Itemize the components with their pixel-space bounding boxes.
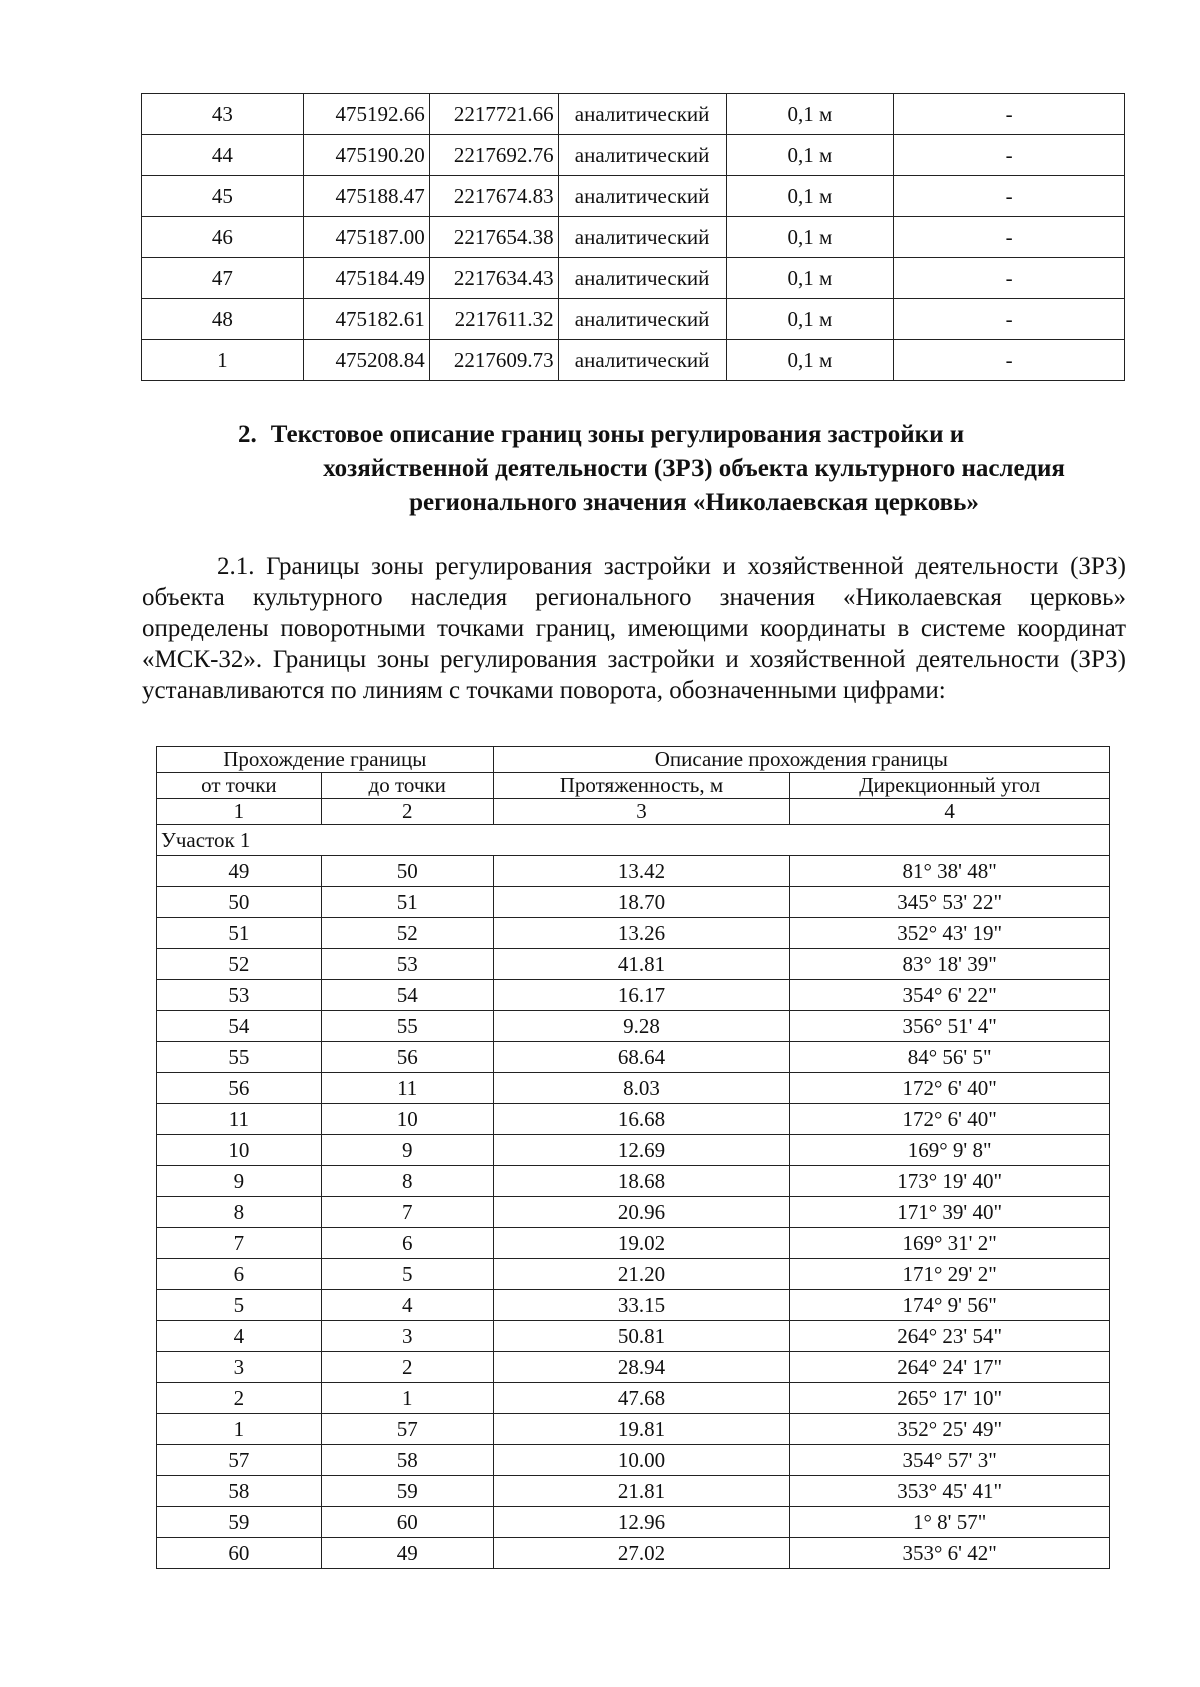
coord-y: 2217692.76 <box>429 135 558 176</box>
table-row <box>157 1228 1110 1259</box>
group-header-row <box>157 747 1110 773</box>
table-row <box>157 1507 1110 1538</box>
accuracy: 0,1 м <box>726 135 894 176</box>
col-number: 4 <box>790 799 1110 825</box>
coord-y: 2217674.83 <box>429 176 558 217</box>
from-point: 57 <box>157 1445 322 1476</box>
coordinates-table <box>141 93 1125 381</box>
note: - <box>894 340 1125 381</box>
table-row <box>157 980 1110 1011</box>
to-point: 8 <box>321 1166 493 1197</box>
table-row <box>157 1135 1110 1166</box>
direction-angle: 172° 6' 40" <box>790 1073 1110 1104</box>
method: аналитический <box>558 299 726 340</box>
table-row <box>157 1104 1110 1135</box>
table-row <box>157 1445 1110 1476</box>
table-row <box>142 135 1125 176</box>
to-point: 7 <box>321 1197 493 1228</box>
length: 10.00 <box>493 1445 790 1476</box>
col-header-angle: Дирекционный угол <box>790 773 1110 799</box>
from-point: 55 <box>157 1042 322 1073</box>
note: - <box>894 217 1125 258</box>
from-point: 53 <box>157 980 322 1011</box>
to-point: 57 <box>321 1414 493 1445</box>
table-row <box>142 94 1125 135</box>
point-number: 44 <box>142 135 304 176</box>
length: 16.68 <box>493 1104 790 1135</box>
direction-angle: 83° 18' 39" <box>790 949 1110 980</box>
col-header-length: Протяженность, м <box>493 773 790 799</box>
length: 41.81 <box>493 949 790 980</box>
heading-line-3: регионального значения «Николаевская церковь» <box>409 489 979 516</box>
direction-angle: 354° 57' 3" <box>790 1445 1110 1476</box>
from-point: 5 <box>157 1290 322 1321</box>
heading-line-1: Текстовое описание границ зоны регулирования застройки и <box>270 421 965 448</box>
note: - <box>894 258 1125 299</box>
direction-angle: 353° 45' 41" <box>790 1476 1110 1507</box>
to-point: 1 <box>321 1383 493 1414</box>
heading-line-2: хозяйственной деятельности (ЗРЗ) объекта культурного наследия <box>323 455 1065 482</box>
coord-y: 2217634.43 <box>429 258 558 299</box>
to-point: 51 <box>321 887 493 918</box>
boundary-table-head <box>157 747 1110 825</box>
table-row <box>157 1383 1110 1414</box>
section-number: 2. <box>238 421 257 448</box>
to-point: 3 <box>321 1321 493 1352</box>
from-point: 49 <box>157 856 322 887</box>
point-number: 47 <box>142 258 304 299</box>
direction-angle: 171° 29' 2" <box>790 1259 1110 1290</box>
length: 27.02 <box>493 1538 790 1569</box>
table-row <box>157 1352 1110 1383</box>
from-point: 60 <box>157 1538 322 1569</box>
from-point: 3 <box>157 1352 322 1383</box>
boundary-table-body <box>157 825 1110 1569</box>
coordinates-table-body <box>142 94 1125 381</box>
method: аналитический <box>558 135 726 176</box>
direction-angle: 264° 24' 17" <box>790 1352 1110 1383</box>
to-point: 5 <box>321 1259 493 1290</box>
from-point: 4 <box>157 1321 322 1352</box>
col-number: 1 <box>157 799 322 825</box>
to-point: 9 <box>321 1135 493 1166</box>
note: - <box>894 135 1125 176</box>
to-point: 4 <box>321 1290 493 1321</box>
table-row <box>157 1321 1110 1352</box>
coord-x: 475182.61 <box>303 299 429 340</box>
point-number: 48 <box>142 299 304 340</box>
table-row <box>142 176 1125 217</box>
to-point: 49 <box>321 1538 493 1569</box>
coord-y: 2217611.32 <box>429 299 558 340</box>
to-point: 50 <box>321 856 493 887</box>
table-row <box>142 258 1125 299</box>
to-point: 2 <box>321 1352 493 1383</box>
table-row <box>142 340 1125 381</box>
group-header-description: Описание прохождения границы <box>493 747 1109 773</box>
direction-angle: 172° 6' 40" <box>790 1104 1110 1135</box>
to-point: 59 <box>321 1476 493 1507</box>
length: 13.42 <box>493 856 790 887</box>
to-point: 6 <box>321 1228 493 1259</box>
method: аналитический <box>558 258 726 299</box>
section-row <box>157 825 1110 856</box>
section-label: Участок 1 <box>157 825 1110 856</box>
direction-angle: 84° 56' 5" <box>790 1042 1110 1073</box>
to-point: 60 <box>321 1507 493 1538</box>
from-point: 52 <box>157 949 322 980</box>
accuracy: 0,1 м <box>726 176 894 217</box>
note: - <box>894 94 1125 135</box>
from-point: 6 <box>157 1259 322 1290</box>
from-point: 54 <box>157 1011 322 1042</box>
length: 20.96 <box>493 1197 790 1228</box>
length: 47.68 <box>493 1383 790 1414</box>
to-point: 10 <box>321 1104 493 1135</box>
table-row <box>157 1538 1110 1569</box>
length: 28.94 <box>493 1352 790 1383</box>
from-point: 9 <box>157 1166 322 1197</box>
point-number: 43 <box>142 94 304 135</box>
accuracy: 0,1 м <box>726 94 894 135</box>
direction-angle: 169° 31' 2" <box>790 1228 1110 1259</box>
from-point: 10 <box>157 1135 322 1166</box>
note: - <box>894 176 1125 217</box>
coord-x: 475192.66 <box>303 94 429 135</box>
direction-angle: 174° 9' 56" <box>790 1290 1110 1321</box>
column-number-row <box>157 799 1110 825</box>
accuracy: 0,1 м <box>726 217 894 258</box>
to-point: 56 <box>321 1042 493 1073</box>
length: 19.81 <box>493 1414 790 1445</box>
table-row <box>157 1166 1110 1197</box>
length: 12.96 <box>493 1507 790 1538</box>
from-point: 2 <box>157 1383 322 1414</box>
coord-x: 475208.84 <box>303 340 429 381</box>
table-row <box>157 949 1110 980</box>
table-row <box>157 918 1110 949</box>
length: 18.70 <box>493 887 790 918</box>
section-heading <box>200 418 1120 520</box>
from-point: 50 <box>157 887 322 918</box>
point-number: 45 <box>142 176 304 217</box>
from-point: 8 <box>157 1197 322 1228</box>
section-paragraph: 2.1. Границы зоны регулирования застройки и хозяйственной деятельности (ЗРЗ) объекта культурного наследия регионального значения «Николаевская церковь» определены поворотными точками границ, имеющими координаты в системе координат «МСК-32». Границы зоны регулирования застройки и хозяйственной деятельности (ЗРЗ) устанавливаются по линиям с точками поворота, обозначенными цифрами: <box>142 553 1126 704</box>
from-point: 51 <box>157 918 322 949</box>
method: аналитический <box>558 94 726 135</box>
from-point: 1 <box>157 1414 322 1445</box>
table-row <box>157 1073 1110 1104</box>
point-number: 46 <box>142 217 304 258</box>
length: 50.81 <box>493 1321 790 1352</box>
length: 13.26 <box>493 918 790 949</box>
length: 9.28 <box>493 1011 790 1042</box>
direction-angle: 81° 38' 48" <box>790 856 1110 887</box>
from-point: 7 <box>157 1228 322 1259</box>
table-row <box>157 1011 1110 1042</box>
col-header-from: от точки <box>157 773 322 799</box>
to-point: 53 <box>321 949 493 980</box>
length: 8.03 <box>493 1073 790 1104</box>
col-header-to: до точки <box>321 773 493 799</box>
note: - <box>894 299 1125 340</box>
point-number: 1 <box>142 340 304 381</box>
from-point: 11 <box>157 1104 322 1135</box>
col-number: 2 <box>321 799 493 825</box>
direction-angle: 1° 8' 57" <box>790 1507 1110 1538</box>
length: 21.81 <box>493 1476 790 1507</box>
table-row <box>157 887 1110 918</box>
direction-angle: 353° 6' 42" <box>790 1538 1110 1569</box>
table-row <box>157 1042 1110 1073</box>
table-row <box>157 856 1110 887</box>
to-point: 54 <box>321 980 493 1011</box>
from-point: 59 <box>157 1507 322 1538</box>
from-point: 56 <box>157 1073 322 1104</box>
accuracy: 0,1 м <box>726 340 894 381</box>
direction-angle: 354° 6' 22" <box>790 980 1110 1011</box>
method: аналитический <box>558 176 726 217</box>
table-row <box>157 1414 1110 1445</box>
accuracy: 0,1 м <box>726 299 894 340</box>
direction-angle: 352° 43' 19" <box>790 918 1110 949</box>
table-row <box>142 299 1125 340</box>
from-point: 58 <box>157 1476 322 1507</box>
length: 18.68 <box>493 1166 790 1197</box>
direction-angle: 352° 25' 49" <box>790 1414 1110 1445</box>
coord-x: 475184.49 <box>303 258 429 299</box>
method: аналитический <box>558 340 726 381</box>
table-row <box>157 1197 1110 1228</box>
to-point: 11 <box>321 1073 493 1104</box>
table-row <box>157 1290 1110 1321</box>
table-row <box>157 1476 1110 1507</box>
length: 12.69 <box>493 1135 790 1166</box>
length: 16.17 <box>493 980 790 1011</box>
to-point: 58 <box>321 1445 493 1476</box>
coord-y: 2217654.38 <box>429 217 558 258</box>
direction-angle: 356° 51' 4" <box>790 1011 1110 1042</box>
coord-x: 475187.00 <box>303 217 429 258</box>
coord-y: 2217721.66 <box>429 94 558 135</box>
coord-y: 2217609.73 <box>429 340 558 381</box>
boundary-table <box>156 746 1110 1569</box>
col-number: 3 <box>493 799 790 825</box>
accuracy: 0,1 м <box>726 258 894 299</box>
length: 21.20 <box>493 1259 790 1290</box>
method: аналитический <box>558 217 726 258</box>
column-header-row <box>157 773 1110 799</box>
length: 19.02 <box>493 1228 790 1259</box>
length: 33.15 <box>493 1290 790 1321</box>
direction-angle: 345° 53' 22" <box>790 887 1110 918</box>
direction-angle: 169° 9' 8" <box>790 1135 1110 1166</box>
table-row <box>142 217 1125 258</box>
direction-angle: 173° 19' 40" <box>790 1166 1110 1197</box>
direction-angle: 171° 39' 40" <box>790 1197 1110 1228</box>
coord-x: 475190.20 <box>303 135 429 176</box>
group-header-passage: Прохождение границы <box>157 747 494 773</box>
to-point: 52 <box>321 918 493 949</box>
length: 68.64 <box>493 1042 790 1073</box>
table-row <box>157 1259 1110 1290</box>
to-point: 55 <box>321 1011 493 1042</box>
direction-angle: 265° 17' 10" <box>790 1383 1110 1414</box>
direction-angle: 264° 23' 54" <box>790 1321 1110 1352</box>
coord-x: 475188.47 <box>303 176 429 217</box>
